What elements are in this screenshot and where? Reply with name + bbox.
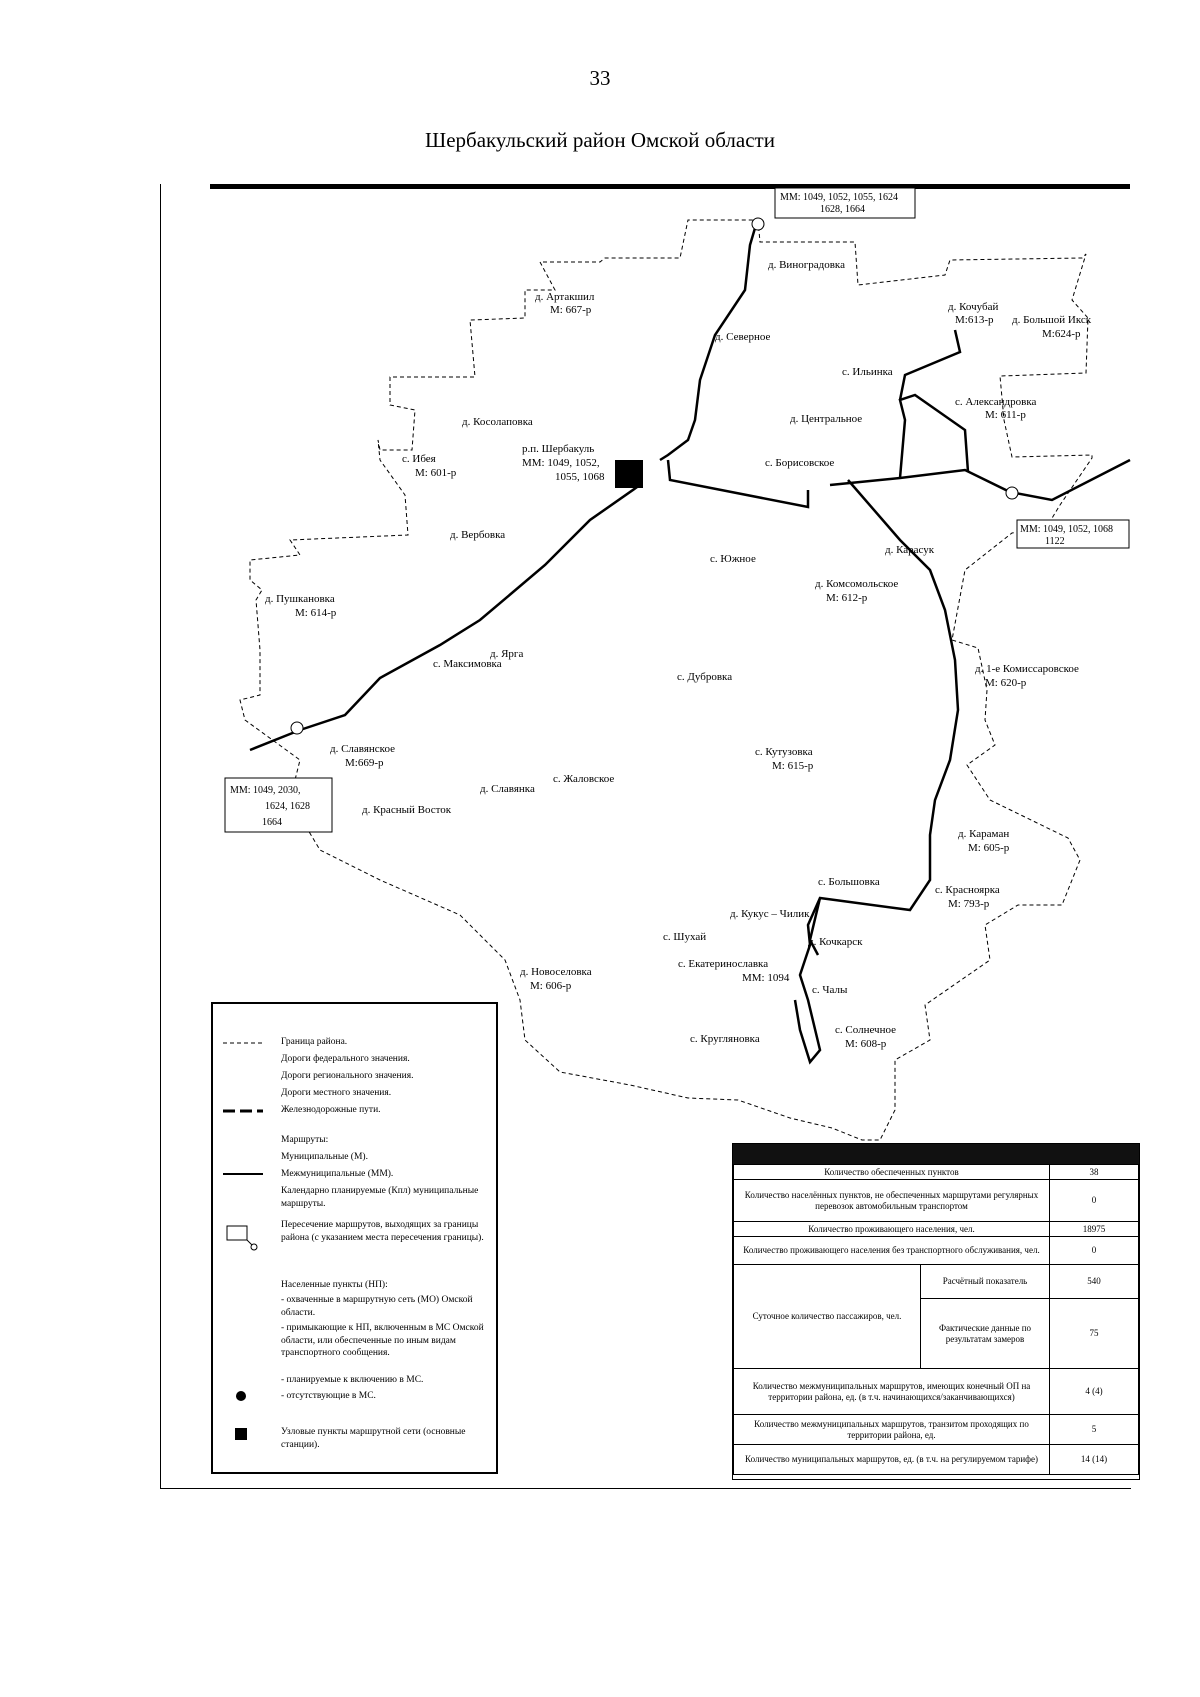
label-kochkarsk: д. Кочкарск: [808, 936, 863, 948]
stats-label: Количество обеспеченных пунктов: [734, 1165, 1050, 1180]
label-vinogradovka: д. Виноградовка: [768, 259, 845, 271]
stats-label: Количество межмуниципальных маршрутов, имеющих конечный ОП на территории района, ед. (в т.ч. начинающихся/заканчивающихся): [734, 1369, 1050, 1415]
legend-intermunicipal-symbol: [223, 1165, 263, 1183]
legend-settlement-type-1: - охваченные в маршрутную сеть (МО) Омской области.: [281, 1295, 473, 1318]
stats-row: [734, 1369, 1139, 1415]
stats-value: 75: [1050, 1299, 1139, 1369]
stats-value: 5: [1050, 1415, 1139, 1445]
crossing-west: [291, 722, 303, 734]
label-severnoe: д. Северное: [715, 331, 771, 343]
legend-crossing: Пересечение маршрутов, выходящих за границы района (с указанием места пересечения границы).: [281, 1220, 484, 1243]
label-kutuzovka: с. Кутузовка: [755, 746, 813, 758]
legend-boundary: Граница района.: [281, 1037, 348, 1047]
road-kochubay: [900, 330, 960, 400]
label-novoselovka: д. Новоселовка: [520, 966, 592, 978]
legend-calendar-routes: Календарно планируемые (Кпл) муниципальные маршруты.: [281, 1186, 479, 1209]
legend-railway-symbol: [223, 1102, 263, 1120]
road-east: [830, 460, 1130, 500]
label-shuhai: с. Шухай: [663, 931, 707, 943]
stats-label: Количество населённых пунктов, не обеспеченных маршрутами регулярных перевозок автомобильным транспортом: [734, 1180, 1050, 1222]
label-jarga: д. Ярга: [490, 648, 524, 660]
stats-row: [734, 1265, 1139, 1299]
legend-federal-roads: Дороги федерального значения.: [281, 1054, 410, 1064]
legend-local-roads: Дороги местного значения.: [281, 1088, 392, 1098]
stats-row: [734, 1180, 1139, 1222]
label-artakshil-route: М: 667-р: [550, 304, 592, 316]
label-kochubay: д. Кочубай: [948, 301, 999, 313]
stats-row: [734, 1415, 1139, 1445]
stats-label: Количество муниципальных маршрутов, ед. (в т.ч. на регулируемом тарифе): [734, 1445, 1050, 1475]
crossing-north: [752, 218, 764, 230]
label-pushkanovka-route: М: 614-р: [295, 607, 337, 619]
crossing-east: [1006, 487, 1018, 499]
road-south: [795, 480, 958, 1062]
legend-municipal: Муниципальные (М).: [281, 1152, 368, 1162]
stats-grid: [733, 1164, 1139, 1475]
legend-settlement-type-2: - примыкающие к НП, включенным в МС Омской области, или обеспеченные по иным видам транспортного сообщения.: [281, 1323, 484, 1358]
label-ibeya-route: М: 601-р: [415, 467, 457, 479]
stats-label: Количество проживающего населения, чел.: [734, 1222, 1050, 1237]
label-borisovskoe: с. Борисовское: [765, 457, 835, 469]
label-dubrovka: с. Дубровка: [677, 671, 733, 683]
label-novoselovka-route: М: 606-р: [530, 980, 572, 992]
stats-value: 4 (4): [1050, 1369, 1139, 1415]
route-box-west-line1: ММ: 1049, 2030,: [230, 785, 301, 796]
stats-header: [733, 1144, 1139, 1164]
page-title: Шербакульский район Омской области: [425, 128, 775, 152]
label-solnechnoe-route: М: 608-р: [845, 1038, 887, 1050]
label-verbovka: д. Вербовка: [450, 529, 506, 541]
route-box-east-line2: 1122: [1045, 536, 1065, 547]
stats-label: Количество межмуниципальных маршрутов, транзитом проходящих по территории района, ед.: [734, 1415, 1050, 1445]
map-legend: [211, 1002, 498, 1474]
route-box-west-line2: 1624, 1628: [265, 801, 310, 812]
label-krasny-vostok: д. Красный Восток: [362, 804, 452, 816]
legend-crossing-symbol: [223, 1222, 263, 1252]
legend-station: Узловые пункты маршрутной сети (основные станции).: [281, 1427, 466, 1450]
stats-row: [734, 1237, 1139, 1265]
route-box-west-line3: 1664: [262, 817, 282, 828]
legend-settlements-title: Населенные пункты (НП):: [281, 1280, 388, 1290]
page-number: 33: [589, 66, 611, 90]
label-ibeya: с. Ибея: [402, 453, 436, 465]
stats-value: 0: [1050, 1237, 1139, 1265]
stats-value: 14 (14): [1050, 1445, 1139, 1475]
legend-regional-roads: Дороги регионального значения.: [281, 1071, 414, 1081]
stats-row: [734, 1445, 1139, 1475]
route-box-north-line1: ММ: 1049, 1052, 1055, 1624: [780, 192, 899, 203]
label-komsomolskoe-route: М: 612-р: [826, 592, 868, 604]
stats-label: Количество проживающего населения без транспортного обслуживания, чел.: [734, 1237, 1050, 1265]
label-ekaterinoslavka-route: ММ: 1094: [742, 972, 790, 984]
label-komissarovskoe-route: М: 620-р: [985, 677, 1027, 689]
label-slavyanskoe-route: М:669-р: [345, 757, 384, 769]
legend-intermunicipal: Межмуниципальные (ММ).: [281, 1169, 394, 1179]
label-kosolapovka: д. Косолаповка: [462, 416, 533, 428]
label-artakshil: д. Артакшил: [535, 291, 595, 303]
label-pushkanovka: д. Пушкановка: [265, 593, 335, 605]
route-box-north-line2: 1628, 1664: [820, 204, 865, 215]
legend-boundary-symbol: [223, 1034, 263, 1052]
label-karaman-route: М: 605-р: [968, 842, 1010, 854]
label-kochubay-route: М:613-р: [955, 314, 994, 326]
label-karasuk: д. Карасук: [885, 544, 935, 556]
legend-routes-title: Маршруты:: [281, 1135, 329, 1145]
label-kruglyanovka: с. Кругляновка: [690, 1033, 760, 1045]
label-karaman: д. Караман: [958, 828, 1010, 840]
stats-passenger-label: Суточное количество пассажиров, чел.: [734, 1265, 921, 1369]
label-krasnoyarka-route: М: 793-р: [948, 898, 990, 910]
label-krasnoyarka: с. Красноярка: [935, 884, 1000, 896]
legend-station-symbol: [223, 1426, 263, 1442]
route-box-east-line1: ММ: 1049, 1052, 1068: [1020, 524, 1114, 535]
label-centralnoe: д. Центральное: [790, 413, 863, 425]
label-slavyanskoe: д. Славянское: [330, 743, 395, 755]
legend-absent-symbol: [223, 1388, 263, 1404]
label-maksimovka: с. Максимовка: [433, 658, 502, 670]
stats-value: 18975: [1050, 1222, 1139, 1237]
label-ikskiy-route: М:624-р: [1042, 328, 1081, 340]
stats-sub-label: Фактические данные по результатам замеров: [921, 1299, 1050, 1369]
stats-table: [732, 1143, 1140, 1480]
label-bolshovka: с. Большовка: [818, 876, 880, 888]
label-ikskiy: д. Большой Икск: [1012, 314, 1092, 326]
label-komissarovskoe: д. 1-е Комиссаровское: [975, 663, 1079, 675]
label-ilyinka: с. Ильинка: [842, 366, 893, 378]
label-sherbakul: р.п. Шербакуль: [522, 443, 595, 455]
label-aleksandrovka: с. Александровка: [955, 396, 1037, 408]
stats-value: 0: [1050, 1180, 1139, 1222]
label-komsomolskoe: д. Комсомольское: [815, 578, 899, 590]
stats-value: 540: [1050, 1265, 1139, 1299]
label-solnechnoe: с. Солнечное: [835, 1024, 896, 1036]
label-slavyanka: д. Славянка: [480, 783, 535, 795]
label-zhalovskoe: с. Жаловское: [553, 773, 615, 785]
stats-sub-label: Расчётный показатель: [921, 1265, 1050, 1299]
label-sherbakul-route1: ММ: 1049, 1052,: [522, 457, 600, 469]
stats-row: [734, 1165, 1139, 1180]
label-ekaterinoslavka: с. Екатеринославка: [678, 958, 769, 970]
legend-settlement-type-4: - отсутствующие в МС.: [281, 1391, 376, 1401]
label-chaly: с. Чалы: [812, 984, 848, 996]
legend-settlement-type-3: - планируемые к включению в МС.: [281, 1375, 424, 1385]
label-kutuzovka-route: М: 615-р: [772, 760, 814, 772]
label-aleksandrovka-route: М: 611-р: [985, 409, 1026, 421]
label-sherbakul-route2: 1055, 1068: [555, 471, 605, 483]
stats-value: 38: [1050, 1165, 1139, 1180]
label-yuzhnoe: с. Южное: [710, 553, 756, 565]
label-kukus-chilik: д. Кукус – Чилик: [730, 908, 810, 920]
station-sherbakul: [615, 460, 643, 488]
stats-row: [734, 1222, 1139, 1237]
legend-railway: Железнодорожные пути.: [281, 1105, 381, 1115]
